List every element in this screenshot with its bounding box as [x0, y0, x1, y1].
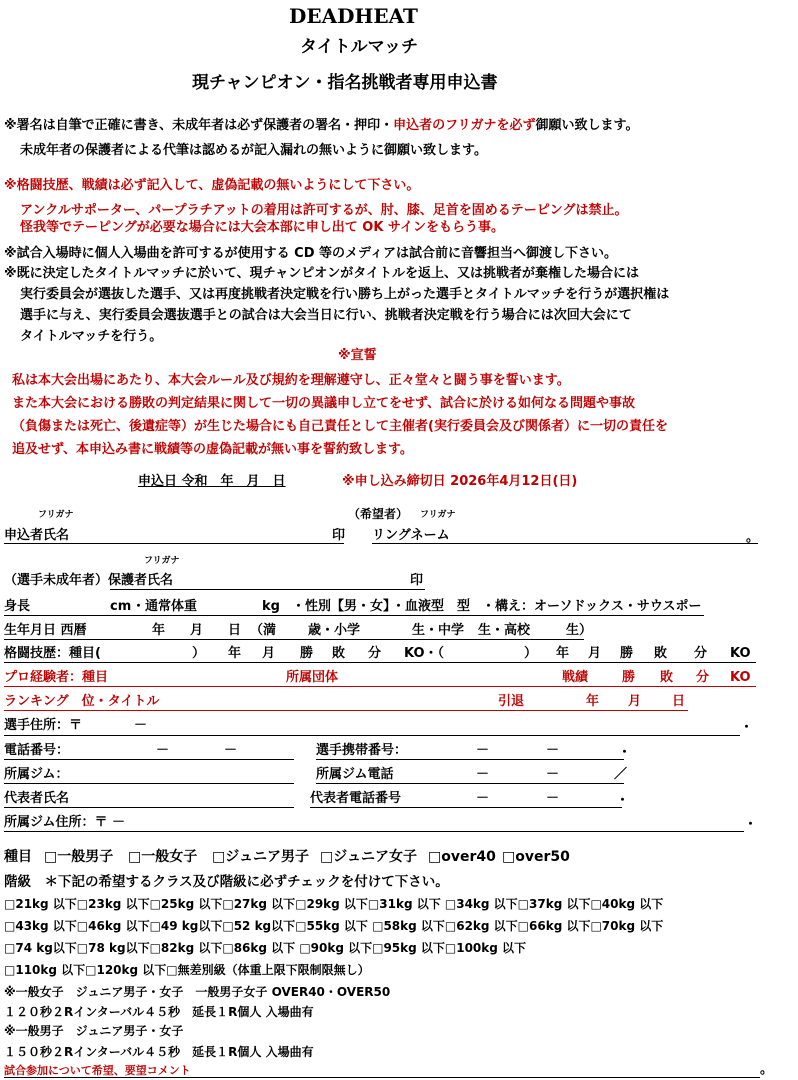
stance-field[interactable]: ・構え：オーソドックス・サウスポー	[482, 599, 702, 614]
weight-class-row-1[interactable]: □21kg 以下□23kg 以下□25kg 以下□27kg 以下□29kg 以下□31kg 以下 □34kg 以下□37kg 以下□40kg 以下	[4, 897, 664, 911]
pro-organization-label: 所属団体	[286, 670, 339, 685]
martial-history-label: 格闘技歴：種目(	[4, 646, 101, 661]
representative-phone-dash-2: －	[546, 791, 560, 806]
height-label: 身長	[4, 599, 31, 614]
martial-lose-1: 敗	[332, 646, 346, 661]
gym-address-end-dot: ・	[744, 817, 758, 832]
gym-address-label: 所属ジム住所：〒 －	[4, 815, 126, 830]
weight-label: ・通常体重	[132, 599, 198, 614]
grade-high-school: 生・高校	[478, 623, 531, 638]
category-junior-male[interactable]: □ジュニア男子	[212, 849, 309, 865]
representative-phone-label: 代表者電話番号	[310, 791, 402, 806]
ranking-label: ランキング 位・タイトル	[4, 694, 160, 709]
birth-row-line	[4, 639, 584, 640]
blood-type-field[interactable]: ・血液型 型	[392, 599, 471, 614]
phone-dash-2: －	[224, 743, 238, 758]
gym-phone-dash-2: －	[546, 767, 560, 782]
martial-close-paren-2: ）	[524, 646, 538, 661]
retire-month: 月	[628, 694, 642, 709]
weight-class-row-2[interactable]: □43kg 以下□46kg 以下□49 kg以下□52 kg以下□55kg 以下 □58kg 以下□62kg 以下□66kg 以下□70kg 以下	[4, 919, 664, 933]
weight-unit: kg	[262, 599, 280, 614]
martial-month-1: 月	[262, 646, 276, 661]
martial-draw-2: 分	[694, 646, 708, 661]
gym-address-input[interactable]	[4, 831, 744, 832]
pro-win: 勝	[622, 670, 636, 685]
martial-ko-1: KO・（	[404, 646, 445, 661]
mobile-end-dot: ・	[618, 745, 632, 760]
gym-phone-input[interactable]	[316, 783, 624, 784]
comment-label: 試合参加について希望、要望コメント	[4, 1064, 191, 1077]
category-over40[interactable]: □over40	[428, 849, 496, 865]
category-junior-female[interactable]: □ジュニア女子	[320, 849, 417, 865]
address-input[interactable]	[4, 735, 740, 736]
address-postal-dash: －	[134, 718, 148, 733]
height-unit: cm	[110, 599, 132, 614]
height-weight-row-line	[4, 615, 704, 616]
representative-phone-dash-1: －	[476, 791, 490, 806]
seal-mark: 印	[332, 528, 346, 543]
mobile-label: 選手携帯番号：	[316, 743, 408, 758]
weight-class-row-4[interactable]: □110kg 以下□120kg 以下□無差別級（体重上限下限制限無し）	[4, 963, 370, 977]
retire-label: 引退	[498, 694, 525, 709]
note-2-line-2: アンクルサポーター、パープラチアットの着用は許可するが、肘、膝、足首を固めるテーピングは禁止。	[20, 203, 628, 218]
note-4-line-4: タイトルマッチを行う。	[20, 329, 163, 344]
sex-field[interactable]: ・性別【男・女】	[292, 599, 397, 614]
note-3: ※試合入場時に個人入場曲を許可するが使用する CD 等のメディアは試合前に音響担当へ御渡し下さい。	[4, 246, 617, 261]
martial-win-1: 勝	[300, 646, 314, 661]
representative-phone-end-dot: ・	[616, 793, 630, 808]
pro-draw: 分	[696, 670, 710, 685]
category-over50[interactable]: □over50	[502, 849, 570, 865]
address-end-dot: ・	[740, 720, 754, 735]
martial-draw-1: 分	[368, 646, 382, 661]
pro-lose: 敗	[660, 670, 674, 685]
ranking-row-line	[4, 710, 688, 711]
note-4-line-1: ※既に決定したタイトルマッチに於いて、現チャンピオンがタイトルを返上、又は挑戦者が棄権した場合には	[4, 266, 639, 281]
grade-junior-high: 生・中学	[412, 623, 465, 638]
furigana-label-guardian: フリガナ	[144, 556, 180, 566]
furigana-label-applicant: フリガナ	[38, 510, 74, 520]
phone-label: 電話番号：	[4, 743, 70, 758]
page-subtitle: タイトルマッチ	[300, 37, 418, 57]
birth-year-unit: 年	[152, 623, 166, 638]
pro-record-label: 戦績	[562, 670, 589, 685]
mobile-dash-2: －	[546, 743, 560, 758]
retire-year: 年	[586, 694, 600, 709]
weight-class-heading: 階級 ＊下記の希望するクラス及び階級に必ずチェックを付けて下さい。	[4, 874, 449, 890]
note-2-line-1: ※格闘技歴、戦績は必ず記入して、虚偽記載の無いようにして下さい。	[4, 178, 420, 193]
pro-experience-label: プロ経験者：種目	[4, 670, 109, 685]
address-label: 選手住所：〒	[4, 718, 83, 733]
comment-input[interactable]	[4, 1077, 760, 1078]
martial-row-line	[4, 662, 756, 663]
wish-label: （希望者）	[348, 507, 409, 521]
guardian-name-input[interactable]	[110, 589, 425, 590]
rule-group-1: ※一般女子 ジュニア男子・女子 一般男子女子 OVER40・OVER50	[4, 985, 391, 999]
pro-row-line	[4, 686, 756, 687]
furigana-label-ring: フリガナ	[420, 510, 456, 520]
gym-phone-slash: ／	[614, 767, 628, 782]
oath-line-4: 追及せず、本申込み書に戦績等の虚偽記載が無い事を誓約致します。	[12, 442, 413, 457]
rule-detail-1: １２０秒２Rインターバル４５秒 延長１R個人 入場曲有	[4, 1005, 314, 1019]
age-school: 歳・小学	[308, 623, 361, 638]
guardian-name-label: （選手未成年者）保護者氏名	[4, 573, 174, 588]
representative-phone-input[interactable]	[310, 807, 622, 808]
application-date-field[interactable]: 申込日 令和 年 月 日	[138, 474, 286, 489]
rule-group-2: ※一般男子 ジュニア男子・女子	[4, 1024, 184, 1038]
representative-label: 代表者氏名	[4, 791, 70, 806]
page-heading: 現チャンピオン・指名挑戦者専用申込書	[192, 73, 498, 93]
event-title: DEADHEAT	[289, 4, 418, 28]
category-general-male[interactable]: □一般男子	[44, 849, 114, 865]
comment-end-mark: 。	[760, 1062, 774, 1077]
martial-month-2: 月	[588, 646, 602, 661]
applicant-name-label: 申込者氏名	[4, 528, 70, 543]
phone-input[interactable]	[4, 759, 294, 760]
deadline-notice: ※申し込み締切日 2026年4月12日(日)	[342, 474, 578, 489]
representative-input[interactable]	[4, 807, 294, 808]
weight-class-row-3[interactable]: □74 kg以下□78 kg以下□82kg 以下□86kg 以下 □90kg 以下□95kg 以下□100kg 以下	[4, 941, 527, 955]
end-mark: 。	[746, 530, 760, 545]
birth-month-unit: 月	[190, 623, 204, 638]
note-4-line-3: 選手に与え、実行委員会選抜選手との試合は大会当日に行い、挑戦者決定戦を行う場合には次回大会にて	[20, 308, 632, 323]
rule-detail-2: １５０秒２Rインターバル４５秒 延長１R個人 入場曲有	[4, 1045, 314, 1059]
birth-day-unit: 日	[228, 623, 242, 638]
ring-name-label: リングネーム	[372, 528, 450, 543]
grade-close: 生）	[566, 623, 593, 638]
oath-line-1: 私は本大会出場にあたり、本大会ルール及び規約を理解遵守し、正々堂々と闘う事を誓います。	[12, 373, 570, 388]
martial-ko-2: KO	[730, 646, 751, 661]
note-2-line-3: 怪我等でテーピングが必要な場合には大会本部に申し出て OK サインをもらう事。	[20, 220, 505, 235]
oath-line-3: （負傷または死亡、後遺症等）が生じた場合にも自己責任として主催者(実行委員会及び関係者）に一切の責任を	[12, 419, 668, 434]
martial-win-2: 勝	[620, 646, 634, 661]
guardian-seal-mark: 印	[410, 573, 424, 588]
gym-input[interactable]	[4, 783, 294, 784]
age-open: （満	[250, 623, 277, 638]
category-label: 種目	[4, 849, 32, 865]
birth-date-label: 生年月日 西暦	[4, 623, 87, 638]
ring-name-input[interactable]	[372, 543, 758, 544]
martial-close-paren-1: ）	[192, 646, 206, 661]
martial-year-2: 年	[556, 646, 570, 661]
pro-ko: KO	[730, 670, 751, 685]
applicant-name-input[interactable]	[4, 543, 344, 544]
category-general-female[interactable]: □一般女子	[128, 849, 198, 865]
oath-line-2: また本大会における勝敗の判定結果に関して一切の異議申し立てをせず、試合に於ける如何なる問題や事故	[12, 396, 635, 411]
mobile-dash-1: －	[476, 743, 490, 758]
note-1-line-2: 未成年者の保護者による代筆は認めるが記入漏れの無いように御願い致します。	[20, 143, 487, 158]
gym-label: 所属ジム：	[4, 767, 69, 782]
gym-phone-dash-1: －	[476, 767, 490, 782]
phone-dash-1: －	[156, 743, 170, 758]
note-1-line-1: ※署名は自筆で正確に書き、未成年者は必ず保護者の署名・押印・申込者のフリガナを必ず御願い致します。	[4, 118, 639, 133]
oath-heading: ※宣誓	[338, 348, 377, 363]
mobile-input[interactable]	[316, 759, 624, 760]
martial-year-1: 年	[228, 646, 242, 661]
gym-phone-label: 所属ジム電話	[316, 767, 394, 782]
note-4-line-2: 実行委員会が選抜した選手、又は再度挑戦者決定戦を行い勝ち上がった選手とタイトルマッチを行うが選択権は	[20, 287, 670, 302]
martial-lose-2: 敗	[654, 646, 668, 661]
retire-day: 日	[672, 694, 686, 709]
